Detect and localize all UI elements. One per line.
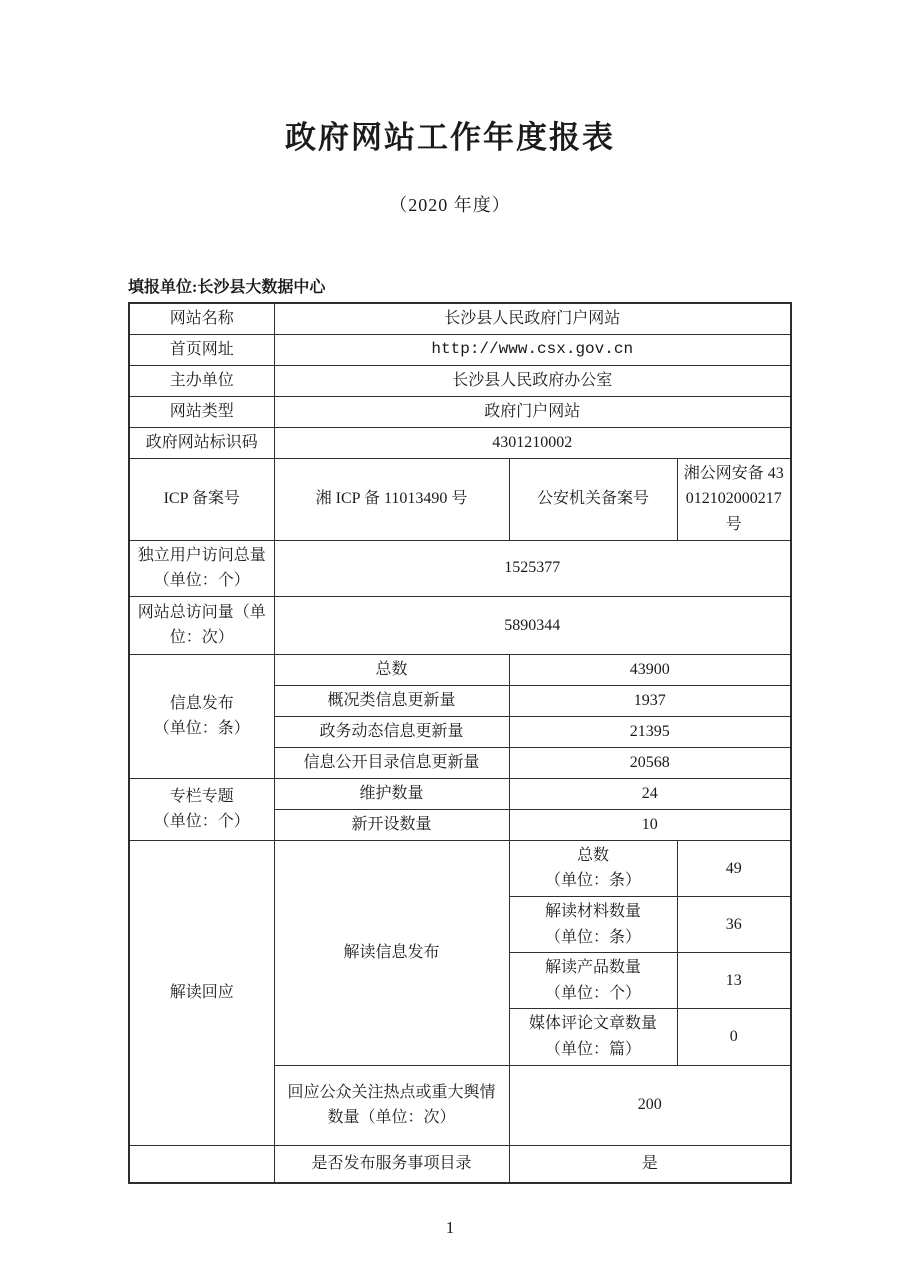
unique-visitors-label: 独立用户访问总量（单位：个） xyxy=(129,540,274,596)
newly-opened-count-label: 新开设数量 xyxy=(274,809,509,840)
page-title: 政府网站工作年度报表 xyxy=(285,120,615,155)
service-directory-label: 是否发布服务事项目录 xyxy=(274,1145,509,1183)
overview-updates-label: 概况类信息更新量 xyxy=(274,685,509,716)
table-row xyxy=(129,840,791,896)
website-type-value: 政府门户网站 xyxy=(274,396,791,427)
website-name-label: 网站名称 xyxy=(129,303,274,334)
table-row xyxy=(129,540,791,596)
sponsor-unit-value: 长沙县人民政府办公室 xyxy=(274,365,791,396)
site-id-value: 4301210002 xyxy=(274,427,791,458)
homepage-url-value: http://www.csx.gov.cn xyxy=(274,334,791,365)
table-row xyxy=(129,654,791,685)
table-row xyxy=(129,778,791,809)
sponsor-unit-label: 主办单位 xyxy=(129,365,274,396)
website-type-label: 网站类型 xyxy=(129,396,274,427)
media-comments-unit: （单位：篇） xyxy=(544,1041,641,1059)
newly-opened-count-value: 10 xyxy=(509,809,791,840)
page-number: 1 xyxy=(445,1218,455,1238)
table-row xyxy=(129,427,791,458)
gov-news-updates-value: 21395 xyxy=(509,716,791,747)
interp-total-label xyxy=(509,840,677,896)
police-record-value: 湘公网安备 43012102000217 号 xyxy=(677,458,791,540)
icp-value: 湘 ICP 备 11013490 号 xyxy=(274,458,509,540)
interpretation-section-label: 解读回应 xyxy=(129,840,274,1145)
table-row xyxy=(129,596,791,654)
media-comments-name: 媒体评论文章数量 xyxy=(528,1015,657,1033)
media-comments-label xyxy=(509,1009,677,1065)
service-directory-value: 是 xyxy=(509,1145,791,1183)
maintained-count-value: 24 xyxy=(509,778,791,809)
website-name-value: 长沙县人民政府门户网站 xyxy=(274,303,791,334)
interp-materials-label xyxy=(509,897,677,953)
interpretation-publish-label: 解读信息发布 xyxy=(274,840,509,1065)
hotspot-response-label: 回应公众关注热点或重大舆情数量（单位：次） xyxy=(274,1065,509,1145)
table-row xyxy=(129,1145,791,1183)
total-visits-label: 网站总访问量（单位：次） xyxy=(129,596,274,654)
reporting-unit-label: 填报单位:长沙县大数据中心 xyxy=(128,279,326,297)
special-topics-section-label xyxy=(129,778,274,840)
interp-products-unit: （单位：个） xyxy=(544,984,641,1002)
info-publish-unit: （单位：条） xyxy=(153,720,250,738)
interp-materials-unit: （单位：条） xyxy=(544,928,641,946)
media-comments-value: 0 xyxy=(677,1009,791,1065)
interp-total-name: 总数 xyxy=(576,846,609,864)
gov-news-updates-label: 政务动态信息更新量 xyxy=(274,716,509,747)
interp-total-unit: （单位：条） xyxy=(544,872,641,890)
info-publish-name: 信息发布 xyxy=(169,694,234,712)
icp-label: ICP 备案号 xyxy=(129,458,274,540)
interp-materials-value: 36 xyxy=(677,897,791,953)
interp-products-value: 13 xyxy=(677,953,791,1009)
total-visits-value: 5890344 xyxy=(274,596,791,654)
table-row xyxy=(129,334,791,365)
info-publish-section-label xyxy=(129,654,274,778)
homepage-url-label: 首页网址 xyxy=(129,334,274,365)
hotspot-response-value: 200 xyxy=(509,1065,791,1145)
unique-visitors-value: 1525377 xyxy=(274,540,791,596)
open-directory-updates-value: 20568 xyxy=(509,747,791,778)
overview-updates-value: 1937 xyxy=(509,685,791,716)
interp-products-name: 解读产品数量 xyxy=(544,959,641,977)
table-row xyxy=(129,365,791,396)
open-directory-updates-label: 信息公开目录信息更新量 xyxy=(274,747,509,778)
table-row xyxy=(129,303,791,334)
maintained-count-label: 维护数量 xyxy=(274,778,509,809)
info-total-value: 43900 xyxy=(509,654,791,685)
special-topics-name: 专栏专题 xyxy=(169,787,234,805)
police-record-label: 公安机关备案号 xyxy=(509,458,677,540)
page-subtitle: （2020 年度） xyxy=(389,195,511,216)
table-row xyxy=(129,396,791,427)
empty-cell xyxy=(129,1145,274,1183)
report-table xyxy=(128,302,792,1184)
special-topics-unit: （单位：个） xyxy=(153,813,250,831)
interp-total-value: 49 xyxy=(677,840,791,896)
interp-products-label xyxy=(509,953,677,1009)
table-row xyxy=(129,458,791,540)
info-total-label: 总数 xyxy=(274,654,509,685)
interp-materials-name: 解读材料数量 xyxy=(544,903,641,921)
site-id-label: 政府网站标识码 xyxy=(129,427,274,458)
